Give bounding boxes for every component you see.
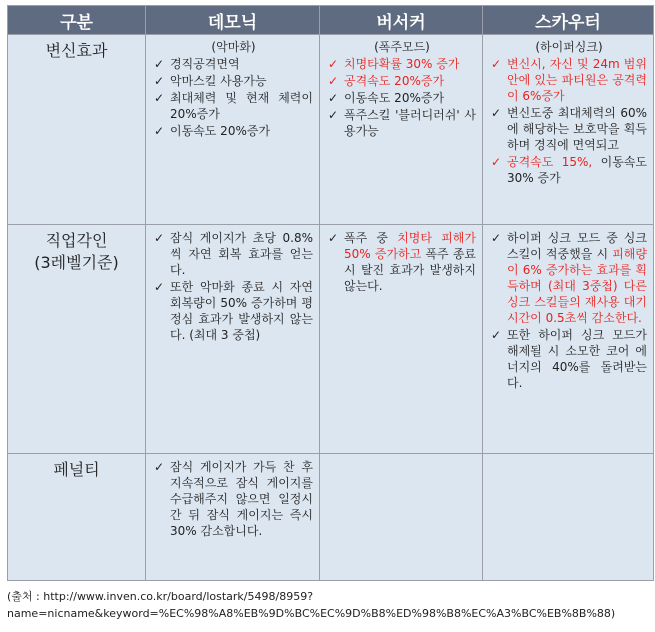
header-category: 구분: [8, 6, 146, 35]
cell-awakening-berserker: [320, 225, 483, 454]
berserker-transform-list: [328, 56, 476, 139]
demonic-transform-subtitle: (악마화): [211, 40, 256, 54]
check-icon: ✓: [328, 91, 339, 105]
check-icon: ✓: [491, 328, 502, 342]
check-icon: ✓: [328, 108, 339, 122]
check-icon: ✓: [154, 231, 165, 245]
row-penalty: [8, 454, 654, 581]
cell-awakening-scouter: [483, 225, 654, 454]
list-item: ✓ 경직공격면역: [154, 57, 240, 71]
berserker-awakening-list: [328, 230, 476, 294]
cell-penalty-demonic: [146, 454, 320, 581]
list-item: ✓ 공격속도 20%증가: [328, 74, 445, 88]
check-icon: ✓: [154, 74, 165, 88]
list-item: ✓ 이동속도 20%증가: [154, 124, 271, 138]
check-icon: ✓: [491, 106, 502, 120]
row-label-penalty: 페널티: [8, 454, 146, 581]
demonic-transform-list: [154, 56, 313, 139]
list-item: ✓ 하이퍼 싱크 모드 중 싱크 스킬이 적중했을 시 피해량이 6% 증가하는 효과를 획득하며 (최대 3중첩) 다른 싱크 스킬들의 재사용 대기시간이 0.5초씩 감소한다.: [491, 231, 647, 325]
check-icon: ✓: [154, 91, 165, 105]
scouter-awakening-list: [491, 230, 647, 391]
row-label-awakening: 직업각인 (3레벨기준): [8, 225, 146, 454]
check-icon: ✓: [154, 460, 165, 474]
check-icon: ✓: [154, 280, 165, 294]
check-icon: ✓: [328, 57, 339, 71]
source-line-1: (출처 : http://www.inven.co.kr/board/lostark/5498/8959?: [7, 590, 314, 603]
demonic-awakening-list: [154, 230, 313, 343]
row-transform: [8, 35, 654, 225]
check-icon: ✓: [154, 57, 165, 71]
cell-awakening-demonic: [146, 225, 320, 454]
header-scouter: 스카우터: [483, 6, 654, 35]
list-item: ✓ 이동속도 20%증가: [328, 91, 445, 105]
check-icon: ✓: [328, 74, 339, 88]
berserker-transform-subtitle: (폭주모드): [374, 40, 430, 54]
list-item: ✓ 잠식 게이지가 가득 찬 후 지속적으로 잠식 게이지를 수급해주지 않으면 일정시간 뒤 잠식 게이지는 즉시 30% 감소합니다.: [154, 460, 313, 538]
list-item: ✓ 또한 하이퍼 싱크 모드가 해제될 시 소모한 코어 에너지의 40%를 돌려받는다.: [491, 328, 647, 390]
cell-penalty-scouter: [483, 454, 654, 581]
list-item: ✓ 폭주 중 치명타 피해가 50% 증가하고 폭주 종료 시 탈진 효과가 발생하지 않는다.: [328, 231, 477, 293]
demonic-penalty-list: [154, 459, 313, 539]
cell-penalty-berserker: [320, 454, 483, 581]
check-icon: ✓: [491, 231, 502, 245]
cell-transform-berserker: [320, 35, 483, 225]
list-item: ✓ 변신시, 자신 및 24m 범위 안에 있는 파티원은 공격력이 6%증가: [491, 57, 647, 103]
check-icon: ✓: [491, 57, 502, 71]
list-item: ✓ 악마스킬 사용가능: [154, 74, 267, 88]
list-item: ✓ 최대체력 및 현재 체력이 20%증가: [154, 91, 313, 121]
source-citation: [7, 588, 653, 622]
header-row: [8, 6, 654, 35]
list-item: ✓ 폭주스킬 '블러디러쉬' 사용가능: [328, 108, 476, 138]
row-label-transform: 변신효과: [8, 35, 146, 225]
comparison-table: [7, 5, 654, 581]
cell-transform-scouter: [483, 35, 654, 225]
list-item: ✓ 공격속도 15%, 이동속도 30% 증가: [491, 155, 648, 185]
scouter-transform-subtitle: (하이퍼싱크): [535, 40, 603, 54]
check-icon: ✓: [491, 155, 502, 169]
source-line-2: name=nicname&keyword=%EC%98%A8%EB%9D%BC%EC%9D%B8%ED%98%B8%EC%A3%BC%EB%8B%88): [7, 607, 616, 620]
check-icon: ✓: [154, 124, 165, 138]
list-item: ✓ 잠식 게이지가 초당 0.8%씩 자연 회복 효과를 얻는다.: [154, 231, 313, 277]
list-item: ✓ 치명타확률 30% 증가: [328, 57, 460, 71]
cell-transform-demonic: [146, 35, 320, 225]
row-awakening: [8, 225, 654, 454]
header-berserker: 버서커: [320, 6, 483, 35]
scouter-transform-list: [491, 56, 647, 186]
list-item: ✓ 또한 악마화 종료 시 자연 회복량이 50% 증가하며 평정심 효과가 발생하지 않는다. (최대 3 중첩): [154, 280, 313, 342]
list-item: ✓ 변신도중 최대체력의 60%에 해당하는 보호막을 획득하며 경직에 면역되고: [491, 106, 647, 152]
header-demonic: 데모닉: [146, 6, 320, 35]
check-icon: ✓: [328, 231, 339, 245]
